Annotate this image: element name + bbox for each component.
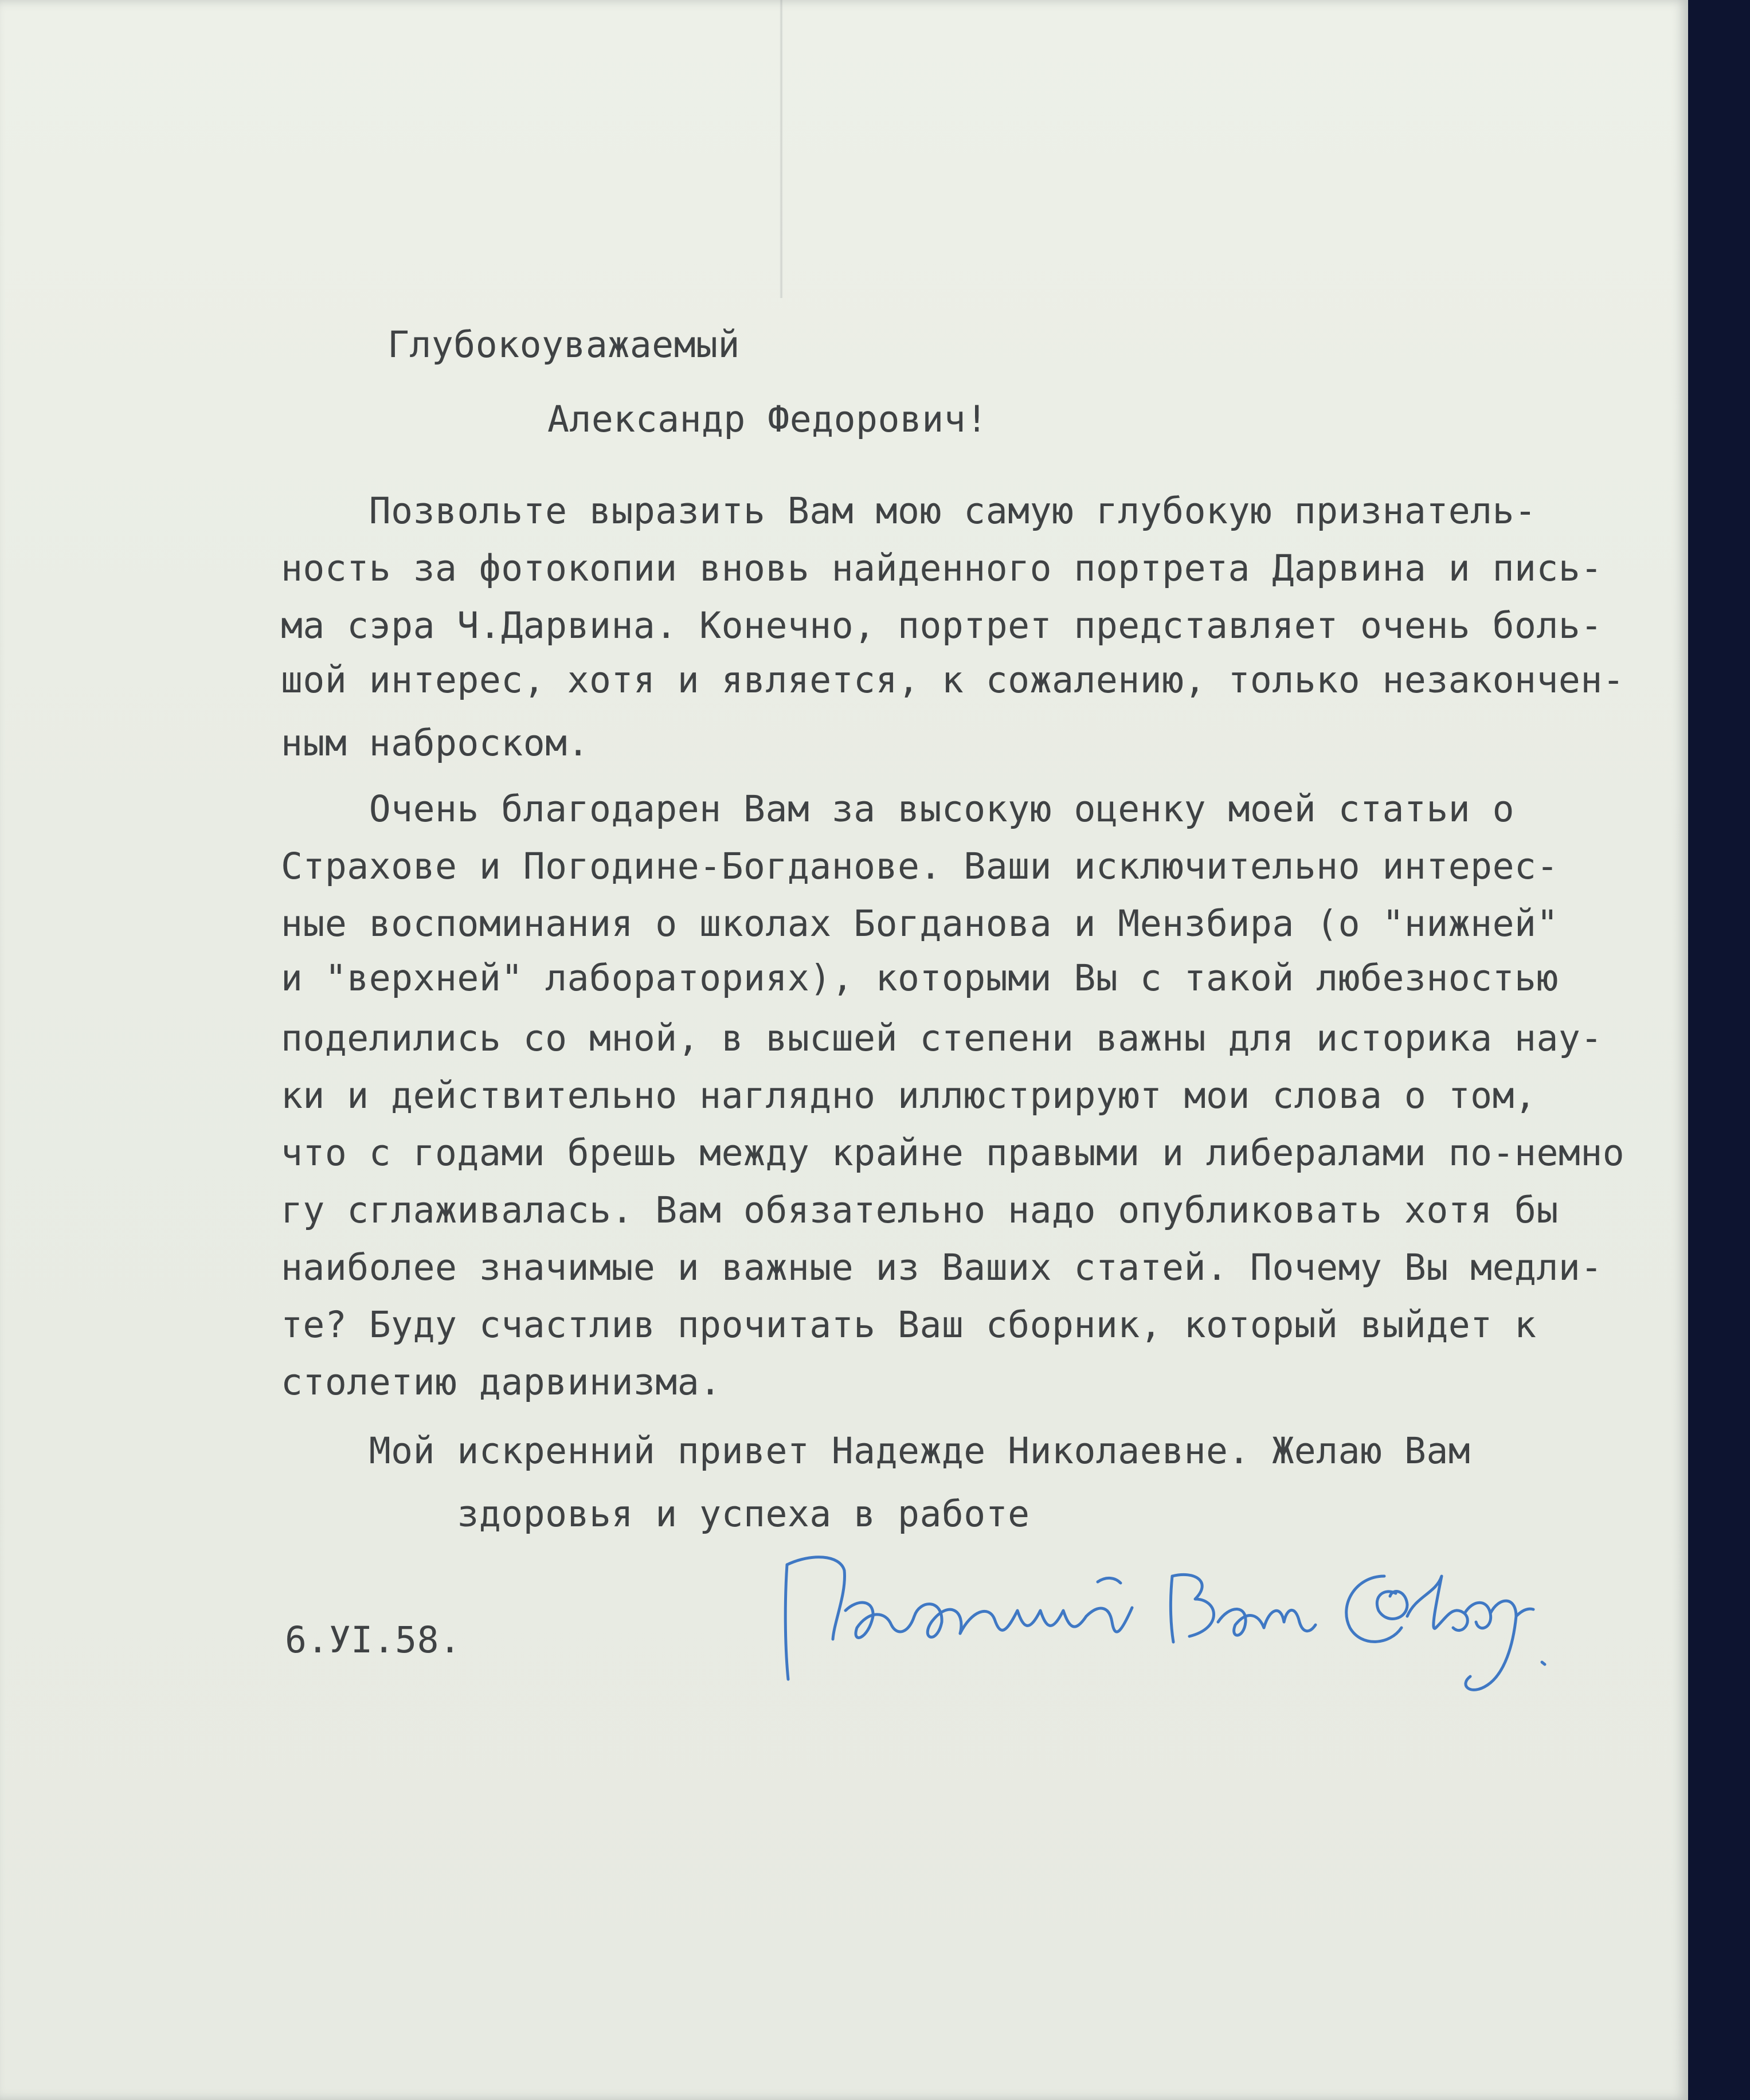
salutation-line-2: Александр Федорович! [547,398,988,440]
paragraph-2-line: те? Буду счастлив прочитать Ваш сборник, который выйдет к [281,1304,1537,1346]
paragraph-2-line: поделились со мной, в высшей степени важны для историка нау- [281,1017,1603,1059]
paragraph-2-line: Очень благодарен Вам за высокую оценку моей статьи о [281,788,1515,830]
paragraph-2-line: гу сглаживалась. Вам обязательно надо опубликовать хотя бы [281,1189,1559,1231]
paragraph-2-line: ки и действительно наглядно иллюстрируют мои слова о том, [281,1075,1537,1116]
paragraph-1-line: шой интерес, хотя и является, к сожалению, только незакончен- [281,659,1625,701]
paper-fold [780,0,783,298]
paragraph-1-line: Позвольте выразить Вам мою самую глубокую признатель- [281,490,1537,532]
handwritten-signature [777,1542,1579,1714]
letter-date: 6.УI.58. [285,1619,461,1661]
paragraph-1-line: ным наброском. [281,722,590,764]
paragraph-2-line: ные воспоминания о школах Богданова и Мензбира (о "нижней" [281,903,1559,945]
paragraph-2-line: столетию дарвинизма. [281,1361,722,1403]
salutation-line-1: Глубокоуважаемый [387,324,740,366]
paragraph-1-line: ма сэра Ч.Дарвина. Конечно, портрет представляет очень боль- [281,605,1603,647]
paragraph-1-line: ность за фотокопии вновь найденного портрета Дарвина и пись- [281,547,1603,589]
closing-line-1: Мой искренний привет Надежде Николаевне. Желаю Вам [281,1430,1471,1472]
closing-line-2: здоровья и успеха в работе [281,1493,1030,1535]
paragraph-2-line: Страхове и Погодине-Богданове. Ваши исключительно интерес- [281,845,1559,887]
paragraph-2-line: что с годами брешь между крайне правыми и либералами по-немно [281,1132,1625,1174]
paragraph-2-line: наиболее значимые и важные из Ваших статей. Почему Вы медли- [281,1247,1603,1288]
paragraph-2-line: и "верхней" лабораториях), которыми Вы с такой любезностью [281,957,1559,999]
